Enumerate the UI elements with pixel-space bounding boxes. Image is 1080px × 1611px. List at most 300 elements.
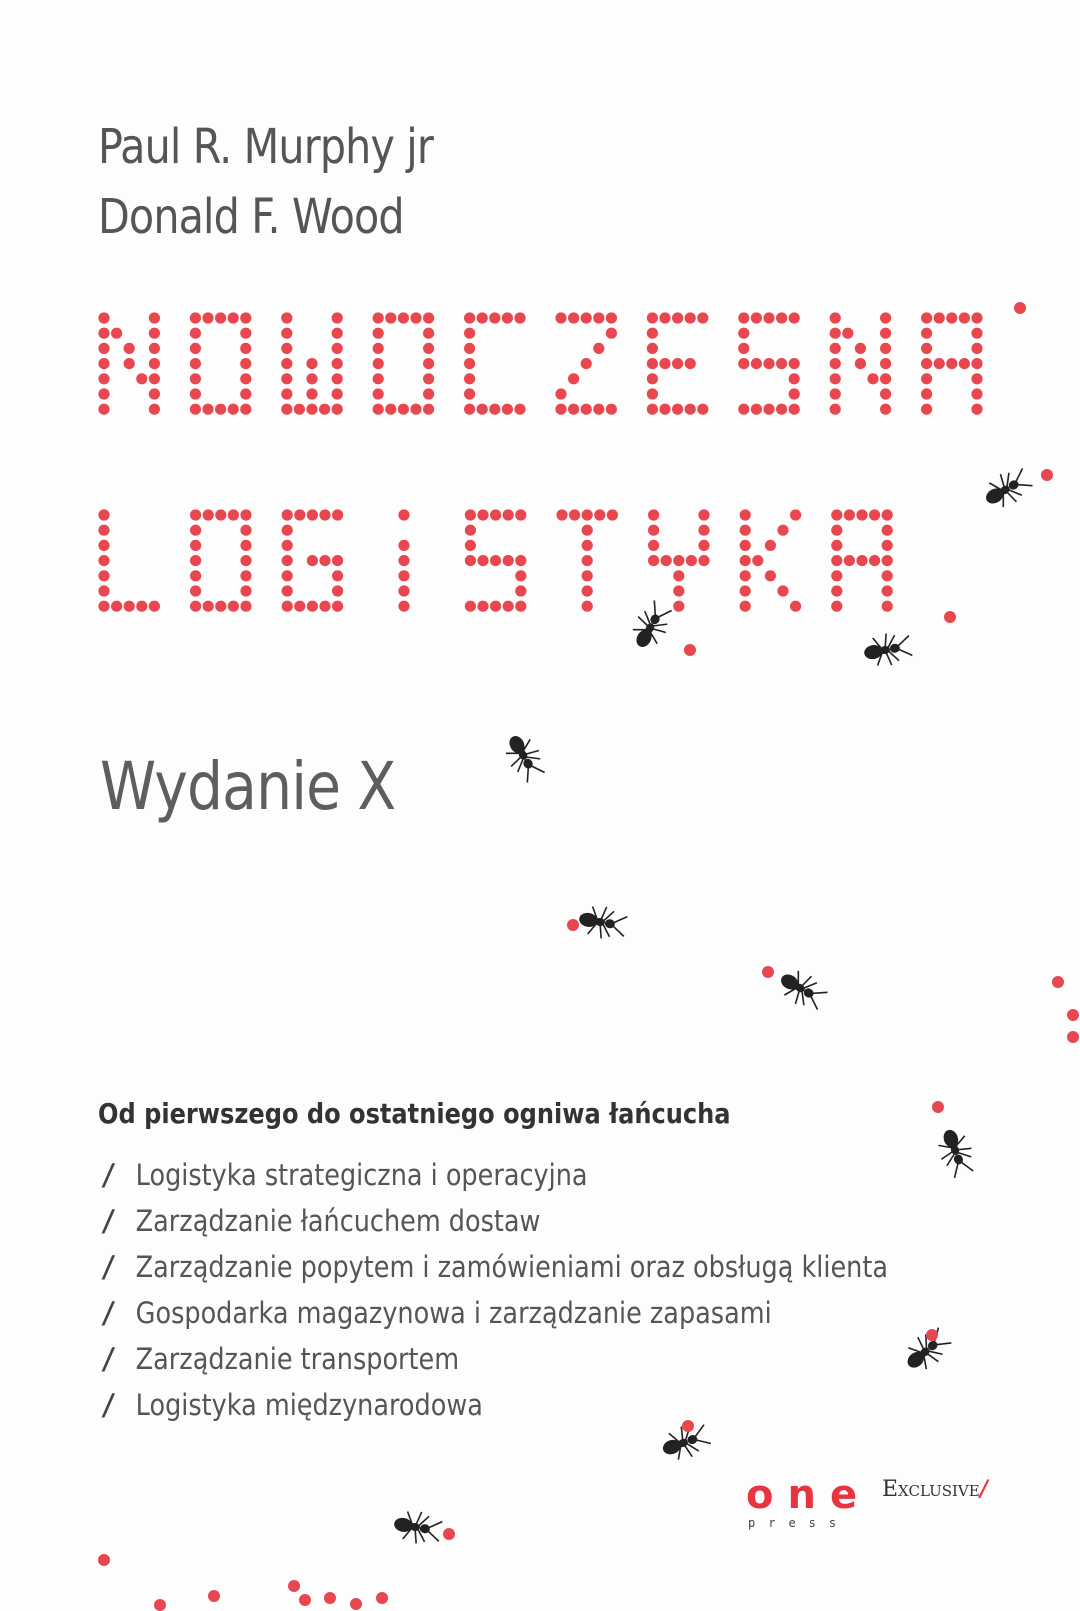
title-line1-bead xyxy=(98,328,109,339)
title-line2-bead xyxy=(515,601,526,612)
loose-bead xyxy=(443,1528,455,1540)
title-line1-bead xyxy=(240,358,251,369)
title-line1-bead xyxy=(672,358,683,369)
title-line2-bead xyxy=(307,555,318,566)
title-line2-bead xyxy=(673,555,684,566)
title-line1-bead xyxy=(423,404,434,415)
title-line2-bead xyxy=(98,601,109,612)
title-line1-bead xyxy=(830,404,841,415)
title-line1-bead xyxy=(959,358,970,369)
title-line2-bead xyxy=(856,555,867,566)
title-line2-bead xyxy=(844,509,855,520)
title-line2-bead xyxy=(398,509,409,520)
title-line2-bead xyxy=(648,540,659,551)
series-label xyxy=(882,1476,988,1502)
title-line1-bead xyxy=(830,343,841,354)
title-line1-bead xyxy=(464,358,475,369)
title-line2-bead xyxy=(740,555,751,566)
title-line2-bead xyxy=(319,601,330,612)
title-line1-bead xyxy=(921,358,932,369)
title-line2-bead xyxy=(882,601,893,612)
loose-bead xyxy=(288,1580,300,1592)
title-line2-bead xyxy=(661,555,672,566)
title-line1-bead xyxy=(136,373,147,384)
title-line1-bead xyxy=(489,404,500,415)
topic-text: Zarządzanie łańcuchem dostaw xyxy=(135,1204,541,1238)
loose-bead xyxy=(1052,976,1064,988)
title-line2-bead xyxy=(490,601,501,612)
slash-bullet: / xyxy=(104,1158,114,1192)
ant-icon xyxy=(626,597,677,654)
title-line2-bead xyxy=(398,555,409,566)
title-line1-bead xyxy=(659,312,670,323)
edition-label: Wydanie X xyxy=(100,748,396,825)
title-line1-bead xyxy=(464,404,475,415)
title-line1-bead xyxy=(842,328,853,339)
title-line2-bead xyxy=(111,601,122,612)
title-line1-bead xyxy=(111,328,122,339)
title-line1-bead xyxy=(880,404,891,415)
title-line2-bead xyxy=(282,525,293,536)
title-line1-bead xyxy=(281,358,292,369)
title-line1-bead xyxy=(124,358,135,369)
title-line2-bead xyxy=(882,525,893,536)
title-line1-bead xyxy=(647,388,658,399)
title-line1-bead xyxy=(581,358,592,369)
title-line1-bead xyxy=(373,343,384,354)
title-line1-bead xyxy=(423,328,434,339)
title-line1-bead xyxy=(971,358,982,369)
publisher-brand: one xyxy=(746,1472,872,1518)
title-line2-bead xyxy=(673,585,684,596)
title-line1-bead xyxy=(215,404,226,415)
title-line2-bead xyxy=(98,525,109,536)
title-line2-bead xyxy=(282,540,293,551)
title-line1-bead xyxy=(921,343,932,354)
ant-icon xyxy=(499,729,550,786)
title-line1-bead xyxy=(855,343,866,354)
title-line1-bead xyxy=(934,312,945,323)
title-line2-bead xyxy=(190,601,201,612)
title-line2-bead xyxy=(503,509,514,520)
title-line2-bead xyxy=(294,601,305,612)
title-line1-bead xyxy=(934,358,945,369)
title-line1-bead xyxy=(880,358,891,369)
slash-bullet: / xyxy=(104,1342,114,1376)
title-line1-bead xyxy=(959,312,970,323)
title-line1-bead xyxy=(202,404,213,415)
title-line1-bead xyxy=(647,328,658,339)
title-line2-bead xyxy=(582,525,593,536)
list-item xyxy=(104,1382,888,1428)
title-line1-bead xyxy=(685,358,696,369)
loose-bead xyxy=(932,1101,944,1113)
loose-bead xyxy=(350,1598,362,1610)
title-line1-bead xyxy=(98,358,109,369)
title-line1-bead xyxy=(332,312,343,323)
title-line1-bead xyxy=(190,328,201,339)
title-line2-bead xyxy=(515,570,526,581)
title-line1-bead xyxy=(738,404,749,415)
title-line1-bead xyxy=(190,343,201,354)
title-line1-bead xyxy=(738,343,749,354)
title-line2-bead xyxy=(503,601,514,612)
title-line2-bead xyxy=(215,601,226,612)
title-line1-bead xyxy=(581,312,592,323)
title-line1-bead xyxy=(697,312,708,323)
title-line1-bead xyxy=(240,373,251,384)
loose-bead xyxy=(376,1592,388,1604)
title-line2-bead xyxy=(740,525,751,536)
loose-bead xyxy=(324,1592,336,1604)
loose-bead xyxy=(1014,302,1026,314)
title-line1-bead xyxy=(294,404,305,415)
title-line1-bead xyxy=(971,373,982,384)
title-line1-bead xyxy=(971,404,982,415)
title-line1-bead xyxy=(647,373,658,384)
title-line1-bead xyxy=(763,358,774,369)
title-line1-bead xyxy=(502,312,513,323)
title-line1-bead xyxy=(332,373,343,384)
title-line1-bead xyxy=(880,373,891,384)
title-line2-bead xyxy=(673,570,684,581)
title-line1-bead xyxy=(921,404,932,415)
title-line2-bead xyxy=(203,601,214,612)
title-line1-bead xyxy=(190,312,201,323)
title-line1-bead xyxy=(763,404,774,415)
title-line1-bead xyxy=(514,312,525,323)
title-line2-bead xyxy=(869,555,880,566)
title-line2-bead xyxy=(398,540,409,551)
title-line1-bead xyxy=(880,343,891,354)
title-line1-bead xyxy=(593,404,604,415)
title-line2-bead xyxy=(465,525,476,536)
title-line2-bead xyxy=(790,509,801,520)
title-line2-bead xyxy=(686,555,697,566)
title-line2-bead xyxy=(282,585,293,596)
ant-icon xyxy=(392,1508,444,1548)
title-line1-bead xyxy=(149,328,160,339)
title-line1-bead xyxy=(867,373,878,384)
title-line1-bead xyxy=(281,312,292,323)
loose-bead xyxy=(567,919,579,931)
title-line1-bead xyxy=(423,358,434,369)
title-line1-bead xyxy=(830,358,841,369)
loose-bead xyxy=(299,1594,311,1606)
title-line1-bead xyxy=(647,404,658,415)
title-line2-bead xyxy=(740,509,751,520)
title-line2-bead xyxy=(398,585,409,596)
title-line1-bead xyxy=(489,312,500,323)
title-line2-bead xyxy=(398,601,409,612)
title-line2-bead xyxy=(240,570,251,581)
loose-bead xyxy=(208,1590,220,1602)
title-line2-bead xyxy=(831,555,842,566)
title-line1-bead xyxy=(373,373,384,384)
title-line2-bead xyxy=(190,585,201,596)
title-line2-bead xyxy=(831,585,842,596)
title-line1-bead xyxy=(98,343,109,354)
title-line1-bead xyxy=(385,312,396,323)
title-line1-bead xyxy=(751,312,762,323)
ant-icon xyxy=(899,1323,956,1378)
title-line1-bead xyxy=(880,328,891,339)
title-line1-bead xyxy=(385,404,396,415)
title-line1-bead xyxy=(281,328,292,339)
title-line1-bead xyxy=(410,312,421,323)
title-line2-bead xyxy=(319,509,330,520)
title-line1-bead xyxy=(776,404,787,415)
title-line2-bead xyxy=(882,540,893,551)
title-line2-bead xyxy=(240,509,251,520)
title-line2-bead xyxy=(282,601,293,612)
ant-icon xyxy=(933,1125,979,1180)
title-line2-bead xyxy=(98,570,109,581)
slash-bullet: / xyxy=(104,1388,114,1422)
title-line2-bead xyxy=(465,555,476,566)
title-line2-bead xyxy=(648,509,659,520)
title-line2-bead xyxy=(765,540,776,551)
title-line2-bead xyxy=(673,601,684,612)
title-line1-bead xyxy=(149,373,160,384)
title-line2-bead xyxy=(240,601,251,612)
title-line1-bead xyxy=(202,312,213,323)
title-line1-bead xyxy=(149,388,160,399)
title-line2-bead xyxy=(465,601,476,612)
title-line1-bead xyxy=(423,343,434,354)
title-line1-bead xyxy=(332,388,343,399)
title-line2-bead xyxy=(856,509,867,520)
series-mark: / xyxy=(979,1476,988,1502)
title-line1-bead xyxy=(423,388,434,399)
title-line1-bead xyxy=(647,343,658,354)
title-line1-bead xyxy=(373,312,384,323)
title-line2-bead xyxy=(869,509,880,520)
title-line2-bead xyxy=(490,555,501,566)
topic-text: Logistyka strategiczna i operacyjna xyxy=(135,1158,588,1192)
title-line2-bead xyxy=(332,601,343,612)
title-line2-bead xyxy=(698,525,709,536)
title-line2-bead xyxy=(740,585,751,596)
title-line2-bead xyxy=(648,525,659,536)
title-line1-bead xyxy=(971,312,982,323)
title-line1-bead xyxy=(789,358,800,369)
title-line1-bead xyxy=(502,404,513,415)
title-line2-bead xyxy=(282,570,293,581)
title-line2-bead xyxy=(477,509,488,520)
title-line1-bead xyxy=(240,388,251,399)
ant-icon xyxy=(577,903,629,943)
title-line2-bead xyxy=(582,585,593,596)
topic-text: Logistyka międzynarodowa xyxy=(135,1388,483,1422)
title-line2-bead xyxy=(124,601,135,612)
title-line2-bead xyxy=(556,509,567,520)
title-line2-bead xyxy=(98,585,109,596)
title-line1-bead xyxy=(606,328,617,339)
title-line2-bead xyxy=(215,509,226,520)
title-line2-bead xyxy=(136,601,147,612)
author-name: Paul R. Murphy jr xyxy=(98,119,434,175)
title-line1-bead xyxy=(332,358,343,369)
title-line1-bead xyxy=(971,343,982,354)
title-line1-bead xyxy=(647,312,658,323)
title-line1-bead xyxy=(240,404,251,415)
title-line1-bead xyxy=(149,358,160,369)
publisher-logo xyxy=(746,1474,876,1534)
title-line1-bead xyxy=(830,312,841,323)
title-line1-bead xyxy=(855,358,866,369)
title-line2-bead xyxy=(831,540,842,551)
title-line2-bead xyxy=(240,585,251,596)
title-line2-bead xyxy=(569,509,580,520)
list-item xyxy=(104,1290,888,1336)
title-line-logistyka xyxy=(98,509,892,611)
title-line2-bead xyxy=(190,525,201,536)
title-line1-bead xyxy=(423,312,434,323)
author-name: Donald F. Wood xyxy=(98,189,404,245)
title-line1-bead xyxy=(149,404,160,415)
title-line2-bead xyxy=(398,570,409,581)
title-line1-bead xyxy=(464,312,475,323)
title-line2-bead xyxy=(882,585,893,596)
title-line2-bead xyxy=(465,540,476,551)
title-line1-bead xyxy=(98,312,109,323)
title-line1-bead xyxy=(581,404,592,415)
title-line1-bead xyxy=(319,404,330,415)
title-line1-bead xyxy=(921,312,932,323)
title-line2-bead xyxy=(582,540,593,551)
slash-bullet: / xyxy=(104,1204,114,1238)
title-line2-bead xyxy=(844,555,855,566)
title-line1-bead xyxy=(98,404,109,415)
title-line1-bead xyxy=(373,358,384,369)
title-line2-bead xyxy=(190,570,201,581)
title-line1-bead xyxy=(751,358,762,369)
title-line1-bead xyxy=(880,388,891,399)
title-line1-bead xyxy=(738,328,749,339)
topic-text: Gospodarka magazynowa i zarządzanie zapasami xyxy=(135,1296,772,1330)
title-line1-bead xyxy=(398,404,409,415)
title-line1-bead xyxy=(332,328,343,339)
title-line2-bead xyxy=(515,555,526,566)
loose-bead xyxy=(154,1599,166,1611)
title-line1-bead xyxy=(738,358,749,369)
title-line1-bead xyxy=(971,328,982,339)
title-line1-bead xyxy=(685,312,696,323)
title-line2-bead xyxy=(477,555,488,566)
title-line1-bead xyxy=(190,388,201,399)
title-line1-bead xyxy=(464,343,475,354)
title-line1-bead xyxy=(830,388,841,399)
loose-bead xyxy=(1067,1031,1079,1043)
title-line1-bead xyxy=(555,388,566,399)
title-line2-bead xyxy=(190,555,201,566)
title-line2-bead xyxy=(307,509,318,520)
title-line1-bead xyxy=(464,328,475,339)
title-line1-bead xyxy=(921,388,932,399)
title-line2-bead xyxy=(831,509,842,520)
title-line1-bead xyxy=(789,373,800,384)
title-line1-bead xyxy=(281,404,292,415)
title-line2-bead xyxy=(882,509,893,520)
title-line1-bead xyxy=(124,343,135,354)
title-line1-bead xyxy=(555,404,566,415)
title-line1-bead xyxy=(215,312,226,323)
title-line2-bead xyxy=(582,555,593,566)
title-line2-bead xyxy=(203,509,214,520)
loose-bead xyxy=(926,1329,938,1341)
title-line1-bead xyxy=(332,343,343,354)
title-line2-bead xyxy=(777,525,788,536)
title-line2-bead xyxy=(777,585,788,596)
slash-bullet: / xyxy=(104,1296,114,1330)
title-line1-bead xyxy=(410,404,421,415)
loose-bead xyxy=(1067,1009,1079,1021)
title-line1-bead xyxy=(593,343,604,354)
title-line1-bead xyxy=(149,343,160,354)
title-line1-bead xyxy=(228,404,239,415)
title-line2-bead xyxy=(319,555,330,566)
title-line1-bead xyxy=(514,404,525,415)
title-line1-bead xyxy=(568,373,579,384)
title-line1-bead xyxy=(776,312,787,323)
title-line1-bead xyxy=(946,312,957,323)
title-line2-bead xyxy=(240,540,251,551)
title-line2-bead xyxy=(594,509,605,520)
title-line1-bead xyxy=(281,343,292,354)
title-line2-bead xyxy=(190,509,201,520)
title-line1-bead xyxy=(921,373,932,384)
title-line2-bead xyxy=(698,555,709,566)
title-line2-bead xyxy=(740,601,751,612)
title-line2-bead xyxy=(648,555,659,566)
title-line1-bead xyxy=(240,312,251,323)
loose-bead xyxy=(944,611,956,623)
title-line2-bead xyxy=(282,555,293,566)
title-line2-bead xyxy=(607,509,618,520)
title-line2-bead xyxy=(503,555,514,566)
title-line1-bead xyxy=(373,388,384,399)
title-line1-bead xyxy=(281,388,292,399)
title-line2-bead xyxy=(515,585,526,596)
title-line1-bead xyxy=(228,312,239,323)
title-line2-bead xyxy=(477,601,488,612)
title-line2-bead xyxy=(765,570,776,581)
title-line1-bead xyxy=(738,312,749,323)
title-line2-bead xyxy=(240,525,251,536)
title-line1-bead xyxy=(190,373,201,384)
list-item xyxy=(104,1198,888,1244)
title-line1-bead xyxy=(98,388,109,399)
title-line1-bead xyxy=(464,373,475,384)
title-line2-bead xyxy=(831,570,842,581)
title-line2-bead xyxy=(882,570,893,581)
title-line1-bead xyxy=(240,343,251,354)
title-line2-bead xyxy=(149,601,160,612)
title-line1-bead xyxy=(751,404,762,415)
title-line1-bead xyxy=(568,312,579,323)
title-line1-bead xyxy=(697,404,708,415)
title-line1-bead xyxy=(647,358,658,369)
title-line2-bead xyxy=(282,509,293,520)
title-line1-bead xyxy=(659,358,670,369)
title-line2-bead xyxy=(740,570,751,581)
title-line1-bead xyxy=(477,312,488,323)
title-line2-bead xyxy=(831,525,842,536)
title-line1-bead xyxy=(281,373,292,384)
title-line2-bead xyxy=(98,555,109,566)
title-line1-bead xyxy=(830,373,841,384)
